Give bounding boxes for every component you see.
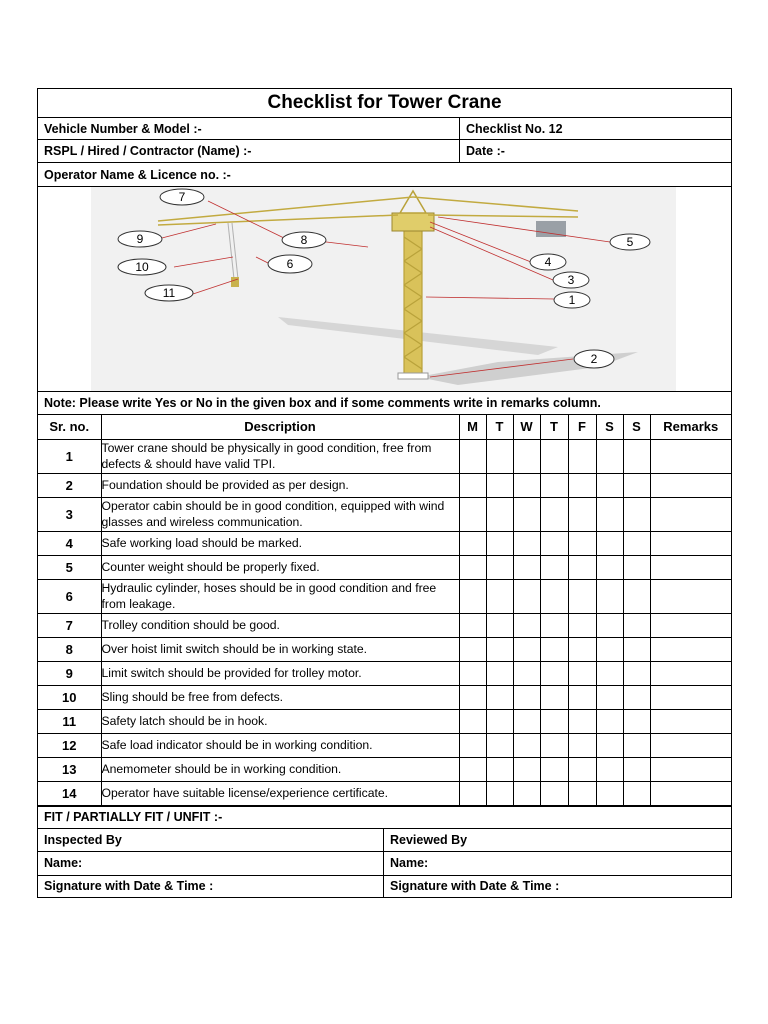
checkbox-thu[interactable]	[540, 709, 568, 733]
table-row	[38, 473, 731, 497]
checkbox-tue[interactable]	[486, 579, 513, 613]
checkbox-tue[interactable]	[486, 733, 513, 757]
remarks-cell[interactable]	[650, 781, 731, 805]
title-row	[38, 89, 731, 118]
checkbox-fri[interactable]	[568, 637, 596, 661]
operator-row	[38, 163, 731, 187]
row-number: 14	[38, 781, 101, 805]
checklist-number[interactable]: Checklist No. 12	[466, 121, 563, 136]
checkbox-fri[interactable]	[568, 661, 596, 685]
checkbox-tue[interactable]	[486, 757, 513, 781]
operator-field[interactable]: Operator Name & Licence no. :-	[44, 167, 231, 182]
row-description: Operator cabin should be in good condition, equipped with wind glasses and wireless communication.	[101, 497, 459, 531]
checkbox-tue[interactable]	[486, 709, 513, 733]
callout-11	[145, 285, 193, 301]
crane-figure	[38, 187, 731, 392]
checkbox-mon[interactable]	[459, 781, 486, 805]
remarks-cell[interactable]	[650, 579, 731, 613]
row-description: Safe load indicator should be in working condition.	[101, 733, 459, 757]
remarks-cell[interactable]	[650, 531, 731, 555]
checkbox-wed[interactable]	[513, 555, 540, 579]
svg-text:6: 6	[286, 257, 294, 271]
table-row	[38, 757, 731, 781]
row-description: Anemometer should be in working condition.	[101, 757, 459, 781]
reviewer-name-field[interactable]: Name:	[390, 856, 429, 870]
checkbox-sun[interactable]	[623, 733, 650, 757]
checkbox-mon[interactable]	[459, 555, 486, 579]
row-number: 1	[38, 439, 101, 473]
checkbox-fri[interactable]	[568, 497, 596, 531]
sr-header: Sr. no.	[38, 415, 101, 439]
svg-text:8: 8	[300, 233, 308, 247]
checkbox-thu[interactable]	[540, 497, 568, 531]
callout-7	[160, 189, 204, 205]
checkbox-fri[interactable]	[568, 733, 596, 757]
svg-text:2: 2	[590, 352, 598, 366]
reviewed-by-label: Reviewed By	[390, 832, 468, 847]
checklist-table	[38, 415, 731, 806]
row-description: Limit switch should be provided for trolley motor.	[101, 661, 459, 685]
svg-text:5: 5	[626, 235, 634, 249]
checkbox-sat[interactable]	[596, 555, 623, 579]
checkbox-tue[interactable]	[486, 637, 513, 661]
checkbox-sat[interactable]	[596, 685, 623, 709]
checkbox-sat[interactable]	[596, 637, 623, 661]
row-description: Over hoist limit switch should be in working state.	[101, 637, 459, 661]
inspector-name-field[interactable]: Name:	[38, 852, 384, 875]
day-header-tue: T	[486, 415, 513, 439]
row-number: 9	[38, 661, 101, 685]
signature-row	[38, 876, 731, 897]
checkbox-mon[interactable]	[459, 439, 486, 473]
row-number: 3	[38, 497, 101, 531]
checkbox-tue[interactable]	[486, 531, 513, 555]
remarks-cell[interactable]	[650, 733, 731, 757]
checkbox-thu[interactable]	[540, 531, 568, 555]
row-description: Tower crane should be physically in good condition, free from defects & should have valid TPI.	[101, 439, 459, 473]
checkbox-wed[interactable]	[513, 661, 540, 685]
checkbox-sat[interactable]	[596, 709, 623, 733]
checkbox-sat[interactable]	[596, 497, 623, 531]
checkbox-sat[interactable]	[596, 613, 623, 637]
remarks-cell[interactable]	[650, 497, 731, 531]
checkbox-thu[interactable]	[540, 661, 568, 685]
checkbox-wed[interactable]	[513, 531, 540, 555]
checkbox-fri[interactable]	[568, 709, 596, 733]
checkbox-mon[interactable]	[459, 685, 486, 709]
row-number: 10	[38, 685, 101, 709]
date-field[interactable]: Date :-	[466, 144, 505, 158]
checkbox-sun[interactable]	[623, 531, 650, 555]
checklist-sheet	[37, 88, 732, 898]
rspl-row	[38, 140, 731, 163]
inspected-by-label: Inspected By	[38, 829, 384, 851]
checkbox-sat[interactable]	[596, 439, 623, 473]
tower-crane-diagram	[38, 187, 731, 392]
checkbox-mon[interactable]	[459, 613, 486, 637]
checkbox-mon[interactable]	[459, 579, 486, 613]
slewing-unit	[392, 213, 434, 231]
row-description: Operator have suitable license/experience certificate.	[101, 781, 459, 805]
checkbox-sat[interactable]	[596, 531, 623, 555]
callout-5	[610, 234, 650, 250]
svg-text:9: 9	[136, 232, 144, 246]
checkbox-thu[interactable]	[540, 733, 568, 757]
inspected-row	[38, 829, 731, 852]
hook	[231, 277, 239, 287]
checkbox-wed[interactable]	[513, 613, 540, 637]
checkbox-mon[interactable]	[459, 757, 486, 781]
checkbox-sat[interactable]	[596, 579, 623, 613]
tower-mast	[404, 225, 422, 375]
checkbox-sat[interactable]	[596, 473, 623, 497]
day-header-wed: W	[513, 415, 540, 439]
svg-text:11: 11	[162, 286, 176, 300]
svg-text:3: 3	[567, 273, 575, 287]
table-row	[38, 613, 731, 637]
row-number: 6	[38, 579, 101, 613]
day-header-sat: S	[596, 415, 623, 439]
callout-3	[553, 272, 589, 288]
callout-6	[268, 255, 312, 273]
table-row	[38, 439, 731, 473]
checkbox-fri[interactable]	[568, 473, 596, 497]
remarks-cell[interactable]	[650, 555, 731, 579]
svg-text:4: 4	[544, 255, 552, 269]
checkbox-thu[interactable]	[540, 757, 568, 781]
checkbox-sun[interactable]	[623, 613, 650, 637]
checkbox-tue[interactable]	[486, 781, 513, 805]
row-number: 2	[38, 473, 101, 497]
table-row	[38, 733, 731, 757]
row-number: 12	[38, 733, 101, 757]
checkbox-fri[interactable]	[568, 613, 596, 637]
note-text: Note: Please write Yes or No in the given box and if some comments write in remarks column.	[44, 396, 601, 410]
checkbox-sun[interactable]	[623, 757, 650, 781]
checkbox-fri[interactable]	[568, 781, 596, 805]
checkbox-wed[interactable]	[513, 781, 540, 805]
row-description: Safety latch should be in hook.	[101, 709, 459, 733]
checkbox-wed[interactable]	[513, 439, 540, 473]
row-description: Trolley condition should be good.	[101, 613, 459, 637]
row-description: Sling should be free from defects.	[101, 685, 459, 709]
table-row	[38, 685, 731, 709]
row-number: 7	[38, 613, 101, 637]
checkbox-wed[interactable]	[513, 757, 540, 781]
table-row	[38, 637, 731, 661]
svg-text:7: 7	[178, 190, 186, 204]
checkbox-thu[interactable]	[540, 781, 568, 805]
day-header-mon: M	[459, 415, 486, 439]
row-description: Hydraulic cylinder, hoses should be in good condition and free from leakage.	[101, 579, 459, 613]
row-number: 5	[38, 555, 101, 579]
checkbox-tue[interactable]	[486, 685, 513, 709]
row-description: Counter weight should be properly fixed.	[101, 555, 459, 579]
callout-1	[554, 292, 590, 308]
remarks-cell[interactable]	[650, 439, 731, 473]
checkbox-sat[interactable]	[596, 733, 623, 757]
checkbox-tue[interactable]	[486, 555, 513, 579]
checkbox-sun[interactable]	[623, 497, 650, 531]
checkbox-wed[interactable]	[513, 685, 540, 709]
table-row	[38, 709, 731, 733]
checkbox-tue[interactable]	[486, 497, 513, 531]
checkbox-wed[interactable]	[513, 709, 540, 733]
table-row	[38, 555, 731, 579]
checkbox-thu[interactable]	[540, 685, 568, 709]
vehicle-field[interactable]: Vehicle Number & Model :-	[38, 118, 460, 139]
checkbox-thu[interactable]	[540, 555, 568, 579]
checkbox-mon[interactable]	[459, 661, 486, 685]
remarks-cell[interactable]	[650, 709, 731, 733]
callout-2	[574, 350, 614, 368]
crane-foundation	[398, 373, 428, 379]
rspl-field[interactable]: RSPL / Hired / Contractor (Name) :-	[38, 140, 460, 162]
table-row	[38, 661, 731, 685]
checkbox-mon[interactable]	[459, 531, 486, 555]
remarks-cell[interactable]	[650, 685, 731, 709]
remarks-cell[interactable]	[650, 613, 731, 637]
svg-text:1: 1	[568, 293, 576, 307]
row-number: 4	[38, 531, 101, 555]
checkbox-tue[interactable]	[486, 439, 513, 473]
day-header-sun: S	[623, 415, 650, 439]
checkbox-tue[interactable]	[486, 613, 513, 637]
checkbox-tue[interactable]	[486, 473, 513, 497]
row-number: 8	[38, 637, 101, 661]
fit-row	[38, 807, 731, 829]
note-row	[38, 392, 731, 415]
remarks-header: Remarks	[650, 415, 731, 439]
checkbox-thu[interactable]	[540, 439, 568, 473]
table-row	[38, 497, 731, 531]
checkbox-fri[interactable]	[568, 579, 596, 613]
inspector-signature-field[interactable]: Signature with Date & Time :	[38, 876, 384, 897]
table-header	[38, 415, 731, 439]
checkbox-thu[interactable]	[540, 473, 568, 497]
callout-9	[118, 231, 162, 247]
checkbox-fri[interactable]	[568, 555, 596, 579]
fit-status-field[interactable]: FIT / PARTIALLY FIT / UNFIT :-	[44, 810, 223, 824]
checkbox-wed[interactable]	[513, 637, 540, 661]
checkbox-wed[interactable]	[513, 473, 540, 497]
checkbox-sun[interactable]	[623, 637, 650, 661]
vehicle-row	[38, 118, 731, 140]
checkbox-wed[interactable]	[513, 579, 540, 613]
remarks-cell[interactable]	[650, 637, 731, 661]
checkbox-mon[interactable]	[459, 497, 486, 531]
row-number: 11	[38, 709, 101, 733]
checkbox-sun[interactable]	[623, 555, 650, 579]
checkbox-mon[interactable]	[459, 733, 486, 757]
checkbox-fri[interactable]	[568, 531, 596, 555]
checkbox-thu[interactable]	[540, 579, 568, 613]
checkbox-sun[interactable]	[623, 685, 650, 709]
checkbox-mon[interactable]	[459, 473, 486, 497]
checkbox-sun[interactable]	[623, 473, 650, 497]
row-description: Safe working load should be marked.	[101, 531, 459, 555]
checkbox-thu[interactable]	[540, 637, 568, 661]
checkbox-sun[interactable]	[623, 661, 650, 685]
checkbox-mon[interactable]	[459, 637, 486, 661]
checkbox-fri[interactable]	[568, 757, 596, 781]
checkbox-wed[interactable]	[513, 497, 540, 531]
checkbox-tue[interactable]	[486, 661, 513, 685]
table-row-wrapper	[38, 415, 731, 807]
checkbox-sat[interactable]	[596, 661, 623, 685]
checkbox-fri[interactable]	[568, 685, 596, 709]
name-row	[38, 852, 731, 876]
day-header-thu: T	[540, 415, 568, 439]
reviewer-signature-field[interactable]: Signature with Date & Time :	[390, 879, 560, 893]
table-row	[38, 781, 731, 805]
checkbox-sun[interactable]	[623, 781, 650, 805]
remarks-cell[interactable]	[650, 661, 731, 685]
callout-4	[530, 254, 566, 270]
row-description: Foundation should be provided as per design.	[101, 473, 459, 497]
page-title: Checklist for Tower Crane	[267, 92, 502, 113]
checkbox-sun[interactable]	[623, 579, 650, 613]
callout-10	[118, 259, 166, 275]
callout-8	[282, 232, 326, 248]
checkbox-mon[interactable]	[459, 709, 486, 733]
svg-text:10: 10	[135, 260, 149, 274]
checkbox-sun[interactable]	[623, 439, 650, 473]
checkbox-thu[interactable]	[540, 613, 568, 637]
table-row	[38, 579, 731, 613]
checkbox-fri[interactable]	[568, 439, 596, 473]
checkbox-sat[interactable]	[596, 781, 623, 805]
remarks-cell[interactable]	[650, 757, 731, 781]
checkbox-sun[interactable]	[623, 709, 650, 733]
checkbox-sat[interactable]	[596, 757, 623, 781]
row-number: 13	[38, 757, 101, 781]
table-row	[38, 531, 731, 555]
checkbox-wed[interactable]	[513, 733, 540, 757]
day-header-fri: F	[568, 415, 596, 439]
description-header: Description	[101, 415, 459, 439]
remarks-cell[interactable]	[650, 473, 731, 497]
